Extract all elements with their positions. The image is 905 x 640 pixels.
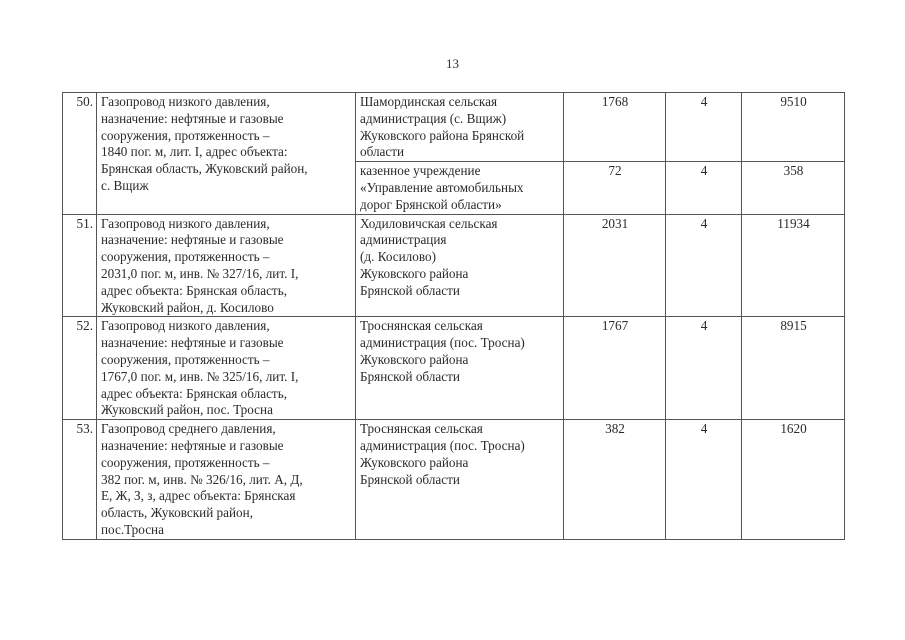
object-description: Газопровод низкого давления, назначение: нефтяные и газовые сооружения, протяженность – 2031,0 пог. м, инв. № 327/16, лит. I, адрес объекта: Брянская область, Жуковский район, д. Косилово	[97, 214, 356, 317]
object-description: Газопровод низкого давления, назначение: нефтяные и газовые сооружения, протяженность – 1767,0 пог. м, инв. № 325/16, лит. I, адрес объекта: Брянская область, Жуковский район, пос. Тросна	[97, 317, 356, 420]
rate-value: 4	[666, 420, 742, 540]
object-description: Газопровод среднего давления, назначение: нефтяные и газовые сооружения, протяженность – 382 пог. м, инв. № 326/16, лит. А, Д, Е, Ж, З, з, адрес объекта: Брянская область, Жуковский район, пос.Тросна	[97, 420, 356, 540]
object-description: Газопровод низкого давления, назначение: нефтяные и газовые сооружения, протяженность – 1840 пог. м, лит. I, адрес объекта: Брянская область, Жуковский район, с. Вщиж	[97, 93, 356, 215]
organization: казенное учреждение «Управление автомобильных дорог Брянской области»	[356, 162, 564, 214]
rate-value: 4	[666, 214, 742, 317]
row-number: 53.	[63, 420, 97, 540]
length-value: 1768	[564, 93, 666, 162]
row-number: 52.	[63, 317, 97, 420]
rate-value: 4	[666, 317, 742, 420]
organization: Шамординская сельская администрация (с. Вщиж) Жуковского района Брянской области	[356, 93, 564, 162]
length-value: 382	[564, 420, 666, 540]
pipeline-table	[62, 92, 845, 540]
length-value: 1767	[564, 317, 666, 420]
length-value: 2031	[564, 214, 666, 317]
page-number: 13	[446, 56, 459, 71]
table-row	[63, 214, 845, 317]
row-number: 51.	[63, 214, 97, 317]
amount-value: 11934	[742, 214, 845, 317]
table-row	[63, 93, 845, 162]
rate-value: 4	[666, 93, 742, 162]
table-row	[63, 317, 845, 420]
length-value: 72	[564, 162, 666, 214]
amount-value: 9510	[742, 93, 845, 162]
organization: Троснянская сельская администрация (пос. Тросна) Жуковского района Брянской области	[356, 317, 564, 420]
amount-value: 1620	[742, 420, 845, 540]
rate-value: 4	[666, 162, 742, 214]
amount-value: 8915	[742, 317, 845, 420]
amount-value: 358	[742, 162, 845, 214]
row-number: 50.	[63, 93, 97, 215]
organization: Троснянская сельская администрация (пос. Тросна) Жуковского района Брянской области	[356, 420, 564, 540]
table-row	[63, 420, 845, 540]
organization: Ходиловичская сельская администрация (д. Косилово) Жуковского района Брянской области	[356, 214, 564, 317]
